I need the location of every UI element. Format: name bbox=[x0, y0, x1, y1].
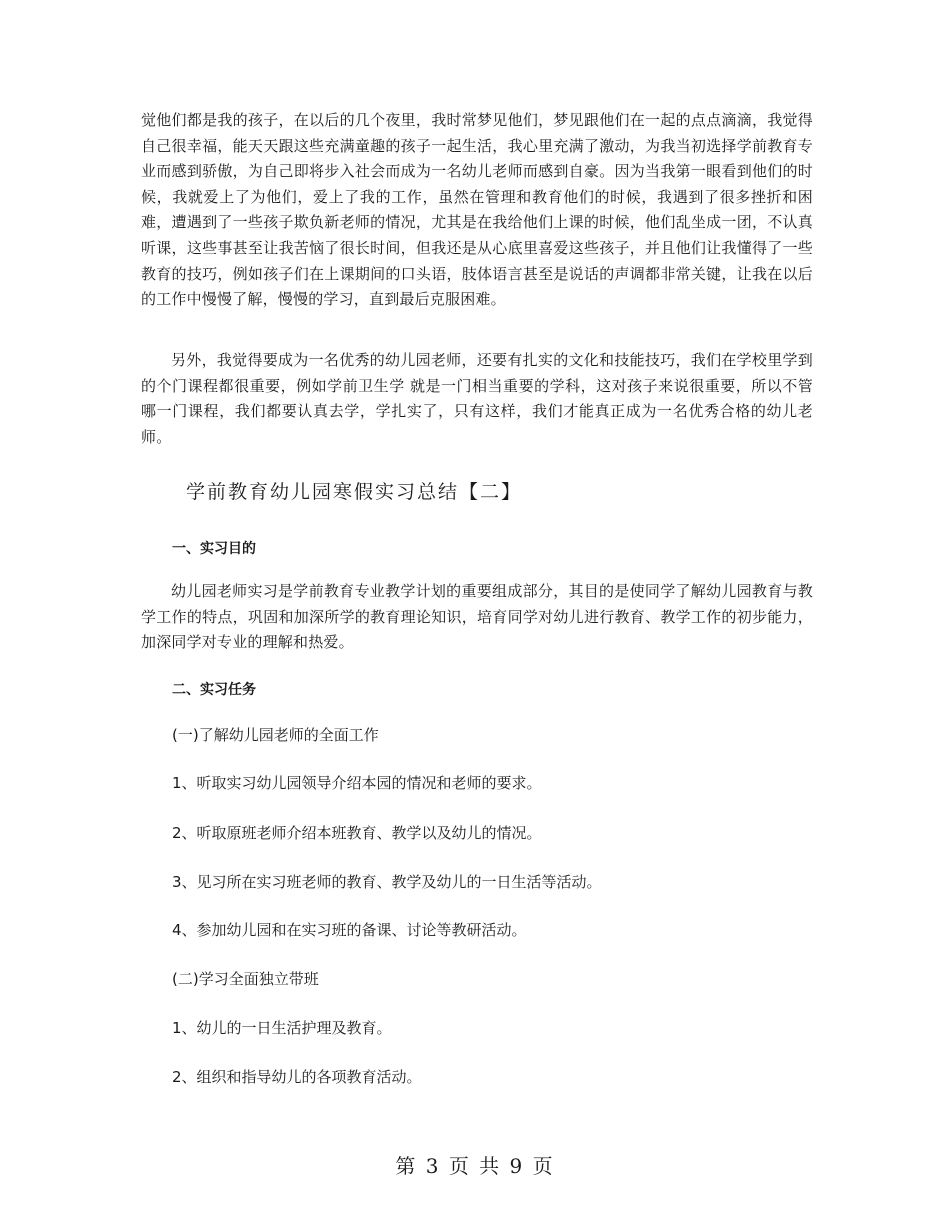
task-item: 1、幼儿的一日生活护理及教育。 bbox=[172, 1019, 392, 1037]
section-heading-purpose: 一、实习目的 bbox=[172, 541, 256, 557]
task-item: 4、参加幼儿园和在实习班的备课、讨论等教研活动。 bbox=[172, 921, 527, 939]
task-subheading: (一)了解幼儿园老师的全面工作 bbox=[172, 726, 379, 744]
section-heading-tasks: 二、实习任务 bbox=[172, 682, 256, 698]
task-item: 2、组织和指导幼儿的各项教育活动。 bbox=[172, 1068, 422, 1086]
task-item: 3、见习所在实习班老师的教育、教学及幼儿的一日生活等活动。 bbox=[172, 873, 602, 891]
task-item: 2、听取原班老师介绍本班教育、教学以及幼儿的情况。 bbox=[172, 824, 542, 842]
section-title: 学前教育幼儿园寒假实习总结【二】 bbox=[186, 481, 523, 503]
task-item: 1、听取实习幼儿园领导介绍本园的情况和老师的要求。 bbox=[172, 774, 542, 792]
page-number: 第 3 页 共 9 页 bbox=[395, 1154, 555, 1178]
body-paragraph: 幼儿园老师实习是学前教育专业教学计划的重要组成部分，其目的是使同学了解幼儿园教育与教学工作的特点，巩固和加深所学的教育理论知识，培育同学对幼儿进行教育、教学工作的初步能力，加深同学对专业的理解和热爱。 bbox=[141, 582, 813, 652]
task-subheading: (二)学习全面独立带班 bbox=[172, 970, 319, 988]
body-paragraph: 另外，我觉得要成为一名优秀的幼儿园老师，还要有扎实的文化和技能技巧，我们在学校里学到的个门课程都很重要，例如学前卫生学 就是一门相当重要的学科，这对孩子来说很重要，所以不管哪一门课程，我们都要认真去学，学扎实了，只有这样，我们才能真正成为一名优秀合格的幼儿老师。 bbox=[141, 351, 813, 446]
body-paragraph: 觉他们都是我的孩子，在以后的几个夜里，我时常梦见他们，梦见跟他们在一起的点点滴滴，我觉得自己很幸福，能天天跟这些充满童趣的孩子一起生活，我心里充满了激动，为我当初选择学前教育专业而感到骄傲，为自己即将步入社会而成为一名幼儿老师而感到自豪。因为当我第一眼看到他们的时候，我就爱上了为他们，爱上了我的工作，虽然在管理和教育他们的时候，我遇到了很多挫折和困难，遭遇到了一些孩子欺负新老师的情况，尤其是在我给他们上课的时候，他们乱坐成一团，不认真听课，这些事甚至让我苦恼了很长时间，但我还是从心底里喜爱这些孩子，并且他们让我懂得了一些教育的技巧，例如孩子们在上课期间的口头语，肢体语言甚至是说话的声调都非常关键，让我在以后的工作中慢慢了解，慢慢的学习，直到最后克服困难。 bbox=[141, 111, 813, 309]
